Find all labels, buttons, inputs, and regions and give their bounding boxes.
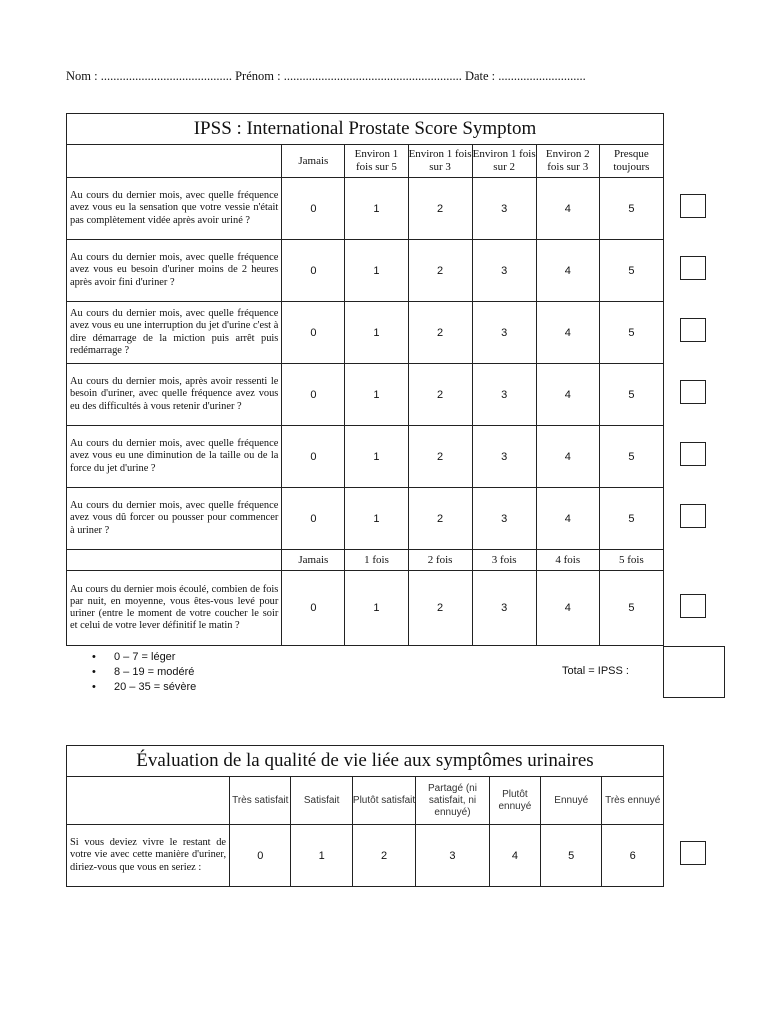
score-cell[interactable]: 4	[536, 571, 599, 646]
col-header: Plutôt ennuyé	[489, 777, 540, 825]
qol-title: Évaluation de la qualité de vie liée aux symptômes urinaires	[67, 746, 664, 777]
col-header: Très ennuyé	[602, 777, 664, 825]
score-cell[interactable]: 5	[541, 825, 602, 887]
question-text: Au cours du dernier mois, avec quelle fréquence avez vous eu une interruption du jet d'urine c'est à dire démarrage de la miction puis arrêt puis redémarrage ?	[67, 302, 282, 364]
question-row	[67, 571, 664, 646]
score-cell[interactable]: 2	[352, 825, 415, 887]
score-cell[interactable]: 0	[230, 825, 291, 887]
question-row	[67, 240, 664, 302]
question-row	[67, 364, 664, 426]
col-header: 3 fois	[472, 550, 536, 571]
score-cell[interactable]: 5	[599, 426, 663, 488]
score-cell[interactable]: 1	[345, 178, 408, 240]
score-cell[interactable]: 2	[408, 302, 472, 364]
answer-box[interactable]	[680, 594, 706, 618]
answer-box[interactable]	[680, 380, 706, 404]
score-cell[interactable]: 3	[416, 825, 489, 887]
col-header: 1 fois	[345, 550, 408, 571]
patient-info-line: Nom : .......................................... Prénom : ......................................................... Date : ............................	[66, 69, 586, 83]
score-cell[interactable]: 1	[345, 302, 408, 364]
score-cell[interactable]: 2	[408, 178, 472, 240]
answer-box[interactable]	[680, 256, 706, 280]
score-cell[interactable]: 5	[599, 488, 663, 550]
score-cell[interactable]: 3	[472, 178, 536, 240]
legend-item: • 0 – 7 = léger	[92, 650, 196, 665]
score-cell[interactable]: 6	[602, 825, 664, 887]
score-cell[interactable]: 1	[345, 488, 408, 550]
score-cell[interactable]: 0	[282, 364, 345, 426]
score-cell[interactable]: 4	[489, 825, 540, 887]
total-box[interactable]	[663, 646, 725, 698]
night-header-empty	[67, 550, 282, 571]
col-header: Environ 1 fois sur 3	[408, 145, 472, 178]
answer-box[interactable]	[680, 442, 706, 466]
ipss-header-row	[67, 145, 664, 178]
answer-box[interactable]	[680, 318, 706, 342]
qol-header-empty	[67, 777, 230, 825]
question-row	[67, 825, 664, 887]
score-cell[interactable]: 4	[536, 488, 599, 550]
col-header: Très satisfait	[230, 777, 291, 825]
question-row	[67, 178, 664, 240]
qol-table	[66, 745, 664, 887]
col-header: Environ 1 fois sur 2	[472, 145, 536, 178]
question-row	[67, 302, 664, 364]
question-text: Au cours du dernier mois, avec quelle fréquence avez vous eu besoin d'uriner moins de 2 heures après avoir fini d'uriner ?	[67, 240, 282, 302]
col-header: 2 fois	[408, 550, 472, 571]
ipss-header-empty	[67, 145, 282, 178]
col-header: Environ 1 fois sur 5	[345, 145, 408, 178]
score-cell[interactable]: 2	[408, 571, 472, 646]
score-cell[interactable]: 1	[345, 240, 408, 302]
col-header: 5 fois	[599, 550, 663, 571]
score-cell[interactable]: 0	[282, 571, 345, 646]
question-text: Au cours du dernier mois écoulé, combien de fois par nuit, en moyenne, vous êtes-vous levé pour uriner (entre le moment de votre coucher le soir et celui de votre lever définitif le matin ?	[67, 571, 282, 646]
legend-item: • 8 – 19 = modéré	[92, 665, 196, 680]
col-header: Plutôt satisfait	[352, 777, 415, 825]
score-cell[interactable]: 5	[599, 178, 663, 240]
night-header-row	[67, 550, 664, 571]
question-row	[67, 426, 664, 488]
score-cell[interactable]: 1	[345, 571, 408, 646]
answer-box[interactable]	[680, 504, 706, 528]
score-cell[interactable]: 3	[472, 302, 536, 364]
score-cell[interactable]: 3	[472, 240, 536, 302]
col-header: Jamais	[282, 145, 345, 178]
question-text: Au cours du dernier mois, après avoir ressenti le besoin d'uriner, avec quelle fréquence avez vous eu des difficultés à vous retenir d'uriner ?	[67, 364, 282, 426]
question-text: Si vous deviez vivre le restant de votre vie avec cette manière d'uriner, diriez-vous que vous en seriez :	[67, 825, 230, 887]
score-cell[interactable]: 4	[536, 178, 599, 240]
legend-item: • 20 – 35 = sévère	[92, 680, 196, 695]
score-cell[interactable]: 2	[408, 426, 472, 488]
score-cell[interactable]: 1	[345, 426, 408, 488]
qol-header-row	[67, 777, 664, 825]
score-cell[interactable]: 4	[536, 364, 599, 426]
score-cell[interactable]: 1	[291, 825, 352, 887]
score-cell[interactable]: 3	[472, 364, 536, 426]
answer-box[interactable]	[680, 194, 706, 218]
answer-box[interactable]	[680, 841, 706, 865]
ipss-title: IPSS : International Prostate Score Symptom	[67, 114, 664, 145]
score-cell[interactable]: 2	[408, 240, 472, 302]
col-header: Jamais	[282, 550, 345, 571]
score-cell[interactable]: 3	[472, 571, 536, 646]
col-header: Partagé (ni satisfait, ni ennuyé)	[416, 777, 489, 825]
score-cell[interactable]: 3	[472, 488, 536, 550]
score-cell[interactable]: 4	[536, 240, 599, 302]
col-header: Satisfait	[291, 777, 352, 825]
score-cell[interactable]: 5	[599, 571, 663, 646]
score-cell[interactable]: 0	[282, 488, 345, 550]
score-cell[interactable]: 4	[536, 302, 599, 364]
score-cell[interactable]: 1	[345, 364, 408, 426]
score-cell[interactable]: 0	[282, 240, 345, 302]
col-header: Ennuyé	[541, 777, 602, 825]
severity-legend	[92, 650, 196, 695]
score-cell[interactable]: 0	[282, 178, 345, 240]
score-cell[interactable]: 5	[599, 364, 663, 426]
question-text: Au cours du dernier mois, avec quelle fréquence avez vous dû forcer ou pousser pour commencer à uriner ?	[67, 488, 282, 550]
score-cell[interactable]: 2	[408, 364, 472, 426]
question-text: Au cours du dernier mois, avec quelle fréquence avez vous eu la sensation que votre vessie n'était pas complètement vidée après avoir uriné ?	[67, 178, 282, 240]
total-label: Total = IPSS :	[562, 665, 629, 677]
col-header: Environ 2 fois sur 3	[536, 145, 599, 178]
score-cell[interactable]: 0	[282, 426, 345, 488]
score-cell[interactable]: 5	[599, 302, 663, 364]
score-cell[interactable]: 5	[599, 240, 663, 302]
col-header: Presque toujours	[599, 145, 663, 178]
question-text: Au cours du dernier mois, avec quelle fréquence avez vous eu une diminution de la taille ou de la force du jet d'urine ?	[67, 426, 282, 488]
question-row	[67, 488, 664, 550]
score-cell[interactable]: 4	[536, 426, 599, 488]
score-cell[interactable]: 2	[408, 488, 472, 550]
col-header: 4 fois	[536, 550, 599, 571]
ipss-table	[66, 113, 664, 646]
score-cell[interactable]: 0	[282, 302, 345, 364]
score-cell[interactable]: 3	[472, 426, 536, 488]
